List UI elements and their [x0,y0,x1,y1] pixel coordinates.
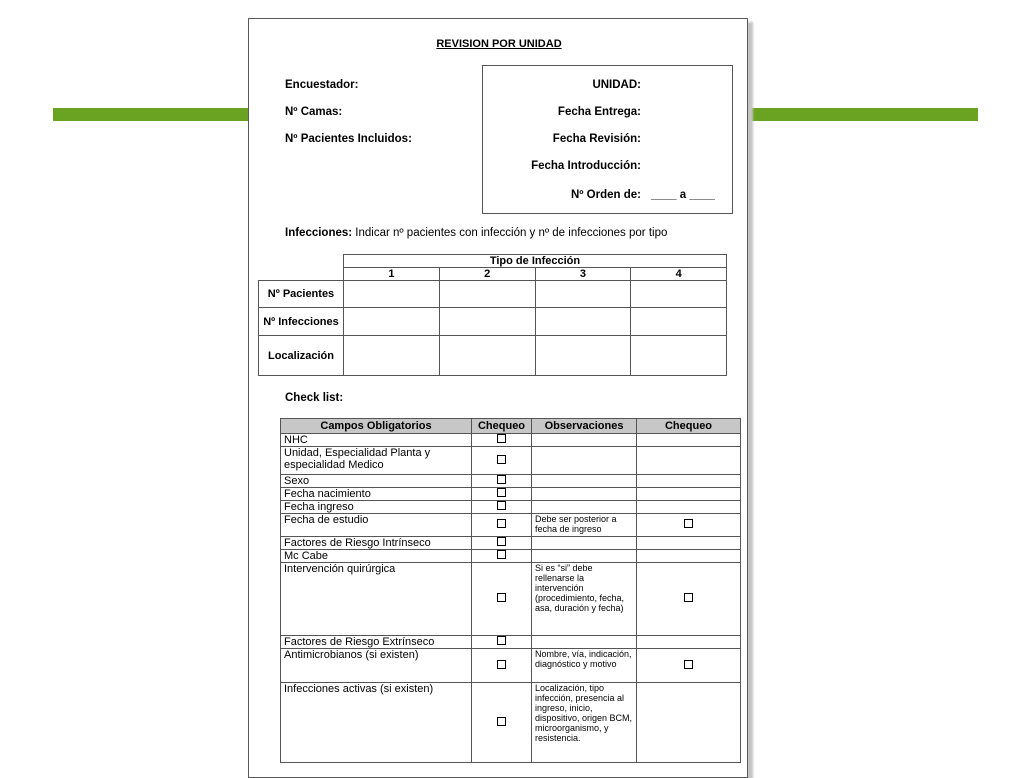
checklist-row [281,475,741,488]
fecha-revision-label: Fecha Revisión: [552,133,641,145]
checklist-observacion [532,475,637,488]
checklist-field: Fecha ingreso [281,501,472,514]
orden-blanks: ____ a ____ [651,189,715,201]
unit-info-box [482,65,733,214]
header-observaciones: Observaciones [532,419,637,434]
checklist-observacion: Si es “si” debe rellenarse la intervención (procedimiento, fecha, asa, duración y fecha) [532,563,637,636]
checklist-row [281,434,741,447]
checklist-field: Intervención quirúrgica [281,563,472,636]
checklist-row [281,447,741,475]
checklist-field: Sexo [281,475,472,488]
orden-label: Nº Orden de: [570,189,641,201]
checklist-body [281,434,741,763]
checklist-field: Infecciones activas (si existen) [281,683,472,763]
infecciones-label: Infecciones: [285,227,353,239]
table-cell [439,308,535,336]
checkbox-chequeo[interactable] [497,455,506,464]
header-chequeo: Chequeo [472,419,532,434]
table-cell [535,281,631,308]
checklist-observacion [532,537,637,550]
checklist-observacion [532,550,637,563]
checkbox-chequeo[interactable] [497,550,506,559]
row-label-pacientes: Nº Pacientes [259,281,344,308]
checkbox-chequeo[interactable] [497,660,506,669]
checklist-row [281,501,741,514]
checklist-field: Unidad, Especialidad Planta y especialidad Medico [281,447,472,475]
infecciones-instruction [285,227,667,239]
table-cell [535,308,631,336]
table-cell [631,336,727,376]
type-header: 1 [344,268,440,281]
checklist-table [280,418,741,763]
checklist-observacion [532,434,637,447]
checkbox-chequeo[interactable] [497,717,506,726]
document-title: REVISION POR UNIDAD [436,38,562,50]
header-chequeo-2: Chequeo [637,419,741,434]
checkbox-chequeo[interactable] [497,519,506,528]
checklist-row [281,636,741,649]
checklist-field: Factores de Riesgo Extrínseco [281,636,472,649]
infection-table [258,254,727,376]
green-accent-bar-left [53,108,249,121]
checkbox-chequeo-2[interactable] [684,593,693,602]
table-cell [535,336,631,376]
checklist-observacion [532,636,637,649]
table-cell [439,281,535,308]
checkbox-chequeo[interactable] [497,488,506,497]
fecha-entrega-label: Fecha Entrega: [557,106,641,118]
type-header: 2 [439,268,535,281]
checklist-row [281,649,741,683]
type-header: 4 [631,268,727,281]
checklist-observacion: Localización, tipo infección, presencia al ingreso, inicio, dispositivo, origen BCM, microorganismo, y resistencia. [532,683,637,763]
unidad-label: UNIDAD: [592,79,641,91]
checklist-field: NHC [281,434,472,447]
checklist-field: Factores de Riesgo Intrínseco [281,537,472,550]
green-accent-bar-right [748,108,978,121]
checkbox-chequeo[interactable] [497,475,506,484]
checklist-observacion [532,488,637,501]
checkbox-chequeo[interactable] [497,636,506,645]
checklist-field: Fecha nacimiento [281,488,472,501]
tipo-infeccion-header: Tipo de Infección [344,255,727,268]
checkbox-chequeo[interactable] [497,501,506,510]
infecciones-text: Indicar nº pacientes con infección y nº de infecciones por tipo [352,227,668,239]
checkbox-chequeo[interactable] [497,537,506,546]
document-page [248,18,748,778]
camas-label: Nº Camas: [285,106,343,118]
checklist-row [281,563,741,636]
table-cell [344,308,440,336]
checklist-observacion [532,501,637,514]
table-cell [631,281,727,308]
checklist-row [281,488,741,501]
checklist-observacion [532,447,637,475]
header-campos: Campos Obligatorios [281,419,472,434]
checklist-observacion: Debe ser posterior a fecha de ingreso [532,514,637,537]
pacientes-incluidos-label: Nº Pacientes Incluidos: [285,133,412,145]
checklist-label: Check list: [285,392,344,404]
row-label-localizacion: Localización [259,336,344,376]
checklist-row [281,550,741,563]
row-label-infecciones: Nº Infecciones [259,308,344,336]
fecha-introduccion-label: Fecha Introducción: [531,160,641,172]
table-cell [439,336,535,376]
checklist-field: Mc Cabe [281,550,472,563]
checkbox-chequeo[interactable] [497,434,506,443]
checklist-observacion: Nombre, vía, indicación, diagnóstico y motivo [532,649,637,683]
checklist-row [281,514,741,537]
encuestador-label: Encuestador: [285,79,359,91]
checkbox-chequeo-2[interactable] [684,519,693,528]
table-cell [631,308,727,336]
checkbox-chequeo-2[interactable] [684,660,693,669]
checklist-field: Fecha de estudio [281,514,472,537]
type-header: 3 [535,268,631,281]
checkbox-chequeo[interactable] [497,593,506,602]
table-cell [344,336,440,376]
table-cell [344,281,440,308]
checklist-row [281,683,741,763]
checklist-row [281,537,741,550]
checklist-field: Antimicrobianos (si existen) [281,649,472,683]
